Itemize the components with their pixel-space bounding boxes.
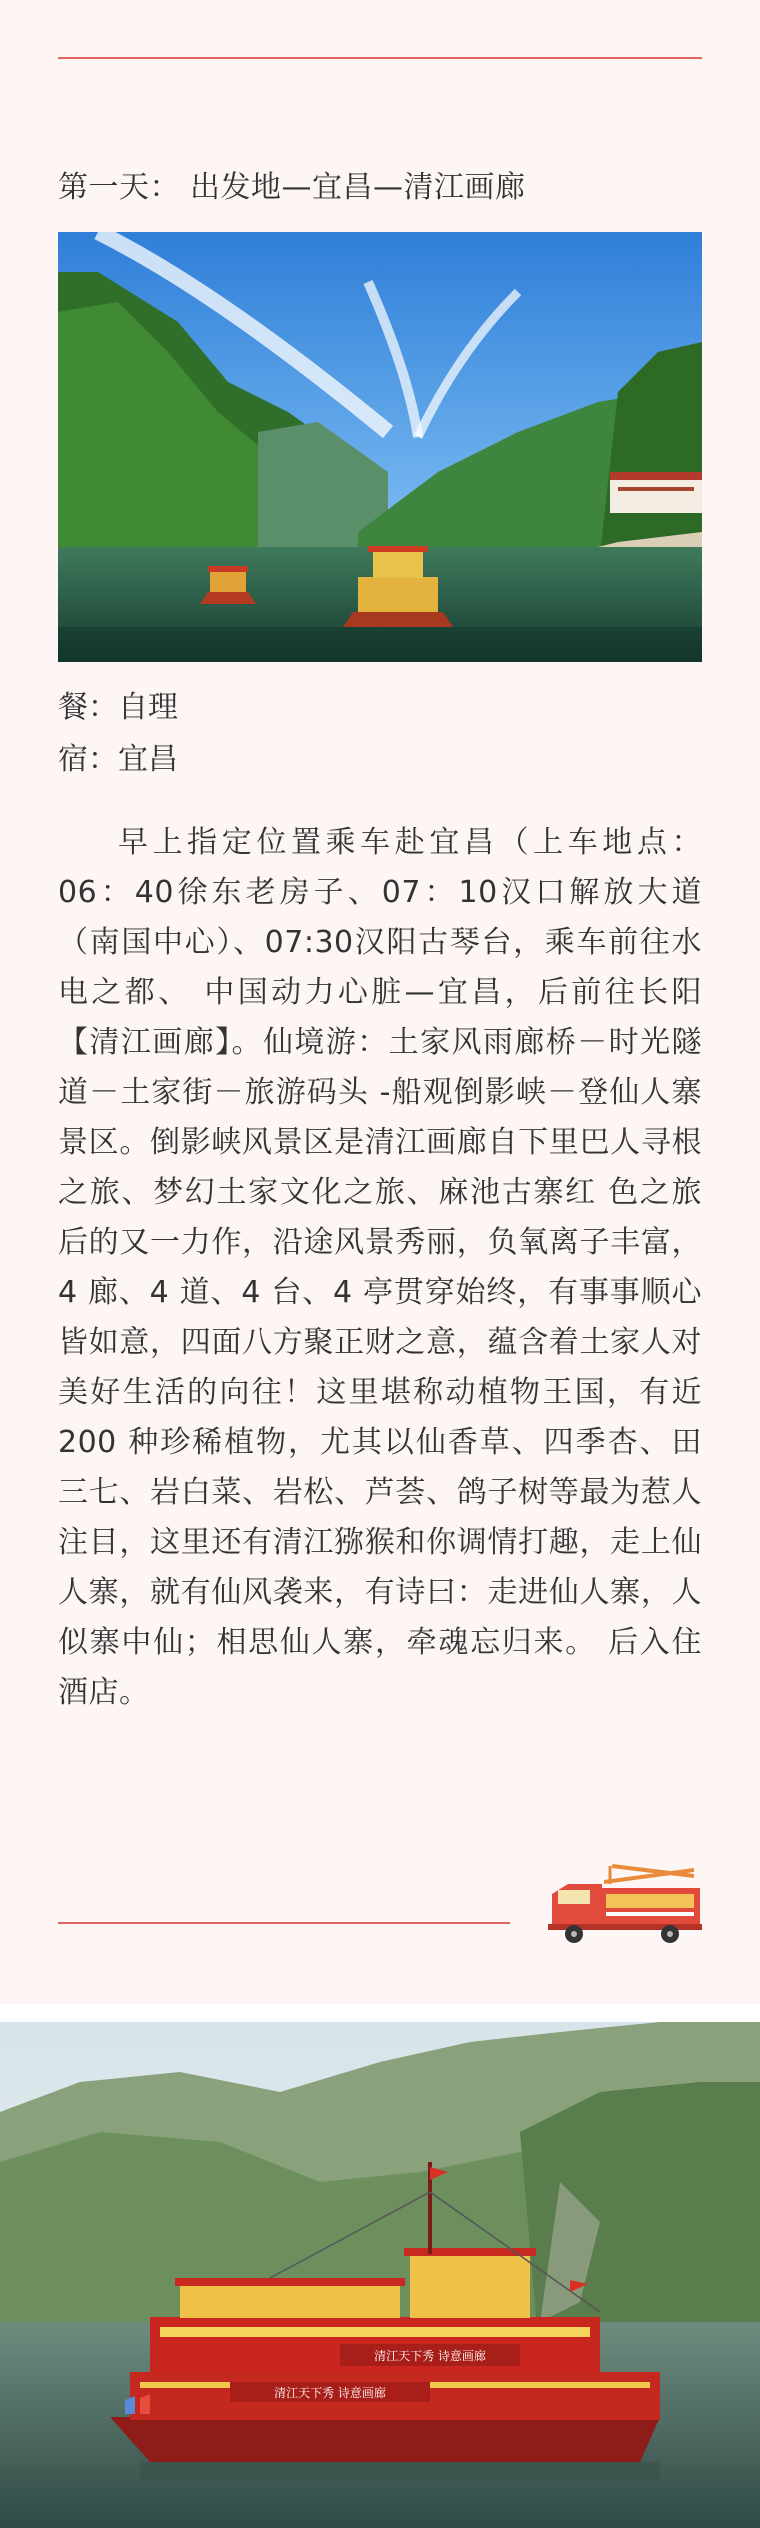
- bottom-divider: [58, 1922, 510, 1924]
- boat-sign-lower: 清江天下秀 诗意画廊: [274, 2386, 386, 2400]
- boat-sign-upper: 清江天下秀 诗意画廊: [374, 2349, 486, 2363]
- cruise-boat-photo: [0, 2022, 760, 2528]
- meal-info: 餐：自理: [58, 690, 178, 725]
- fire-truck-icon: [548, 1860, 702, 1950]
- accommodation-info: 宿：宜昌: [58, 742, 178, 777]
- itinerary-description: 早上指定位置乘车赴宜昌（上车地点：06：40徐东老房子、07：10汉口解放大道（南国中心）、07:30汉阳古琴台，乘车前往水电之都、 中国动力心脏—宜昌，后前往长阳【清江画廊】。仙境游：土家风雨廊桥－时光隧道－土家街－旅游码头 -船观倒影峡－登仙人寨景区。倒影峡风景区是清江画廊自下里巴人寻根之旅、梦幻土家文化之旅、麻池古寨红 色之旅后的又一力作，沿途风景秀丽，负氧离子丰富，4 廊、4 道、4 台、4 亭贯穿始终，有事事顺心皆如意，四面八方聚正财之意，蕴含着土家人对美好生活的向往！这里堪称动植物王国，有近 200 种珍稀植物，尤其以仙香草、四季杏、田三七、岩白菜、岩松、芦荟、鸽子树等最为惹人注目，这里还有清江猕猴和你调情打趣，走上仙人寨，就有仙风袭来，有诗曰：走进仙人寨，人似寨中仙；相思仙人寨，牵魂忘归来。 后入住酒店。: [58, 825, 702, 1710]
- day-title: 第一天： 出发地—宜昌—清江画廊: [58, 170, 526, 205]
- qingjiang-landscape-photo: [58, 232, 702, 662]
- top-divider: [58, 57, 702, 59]
